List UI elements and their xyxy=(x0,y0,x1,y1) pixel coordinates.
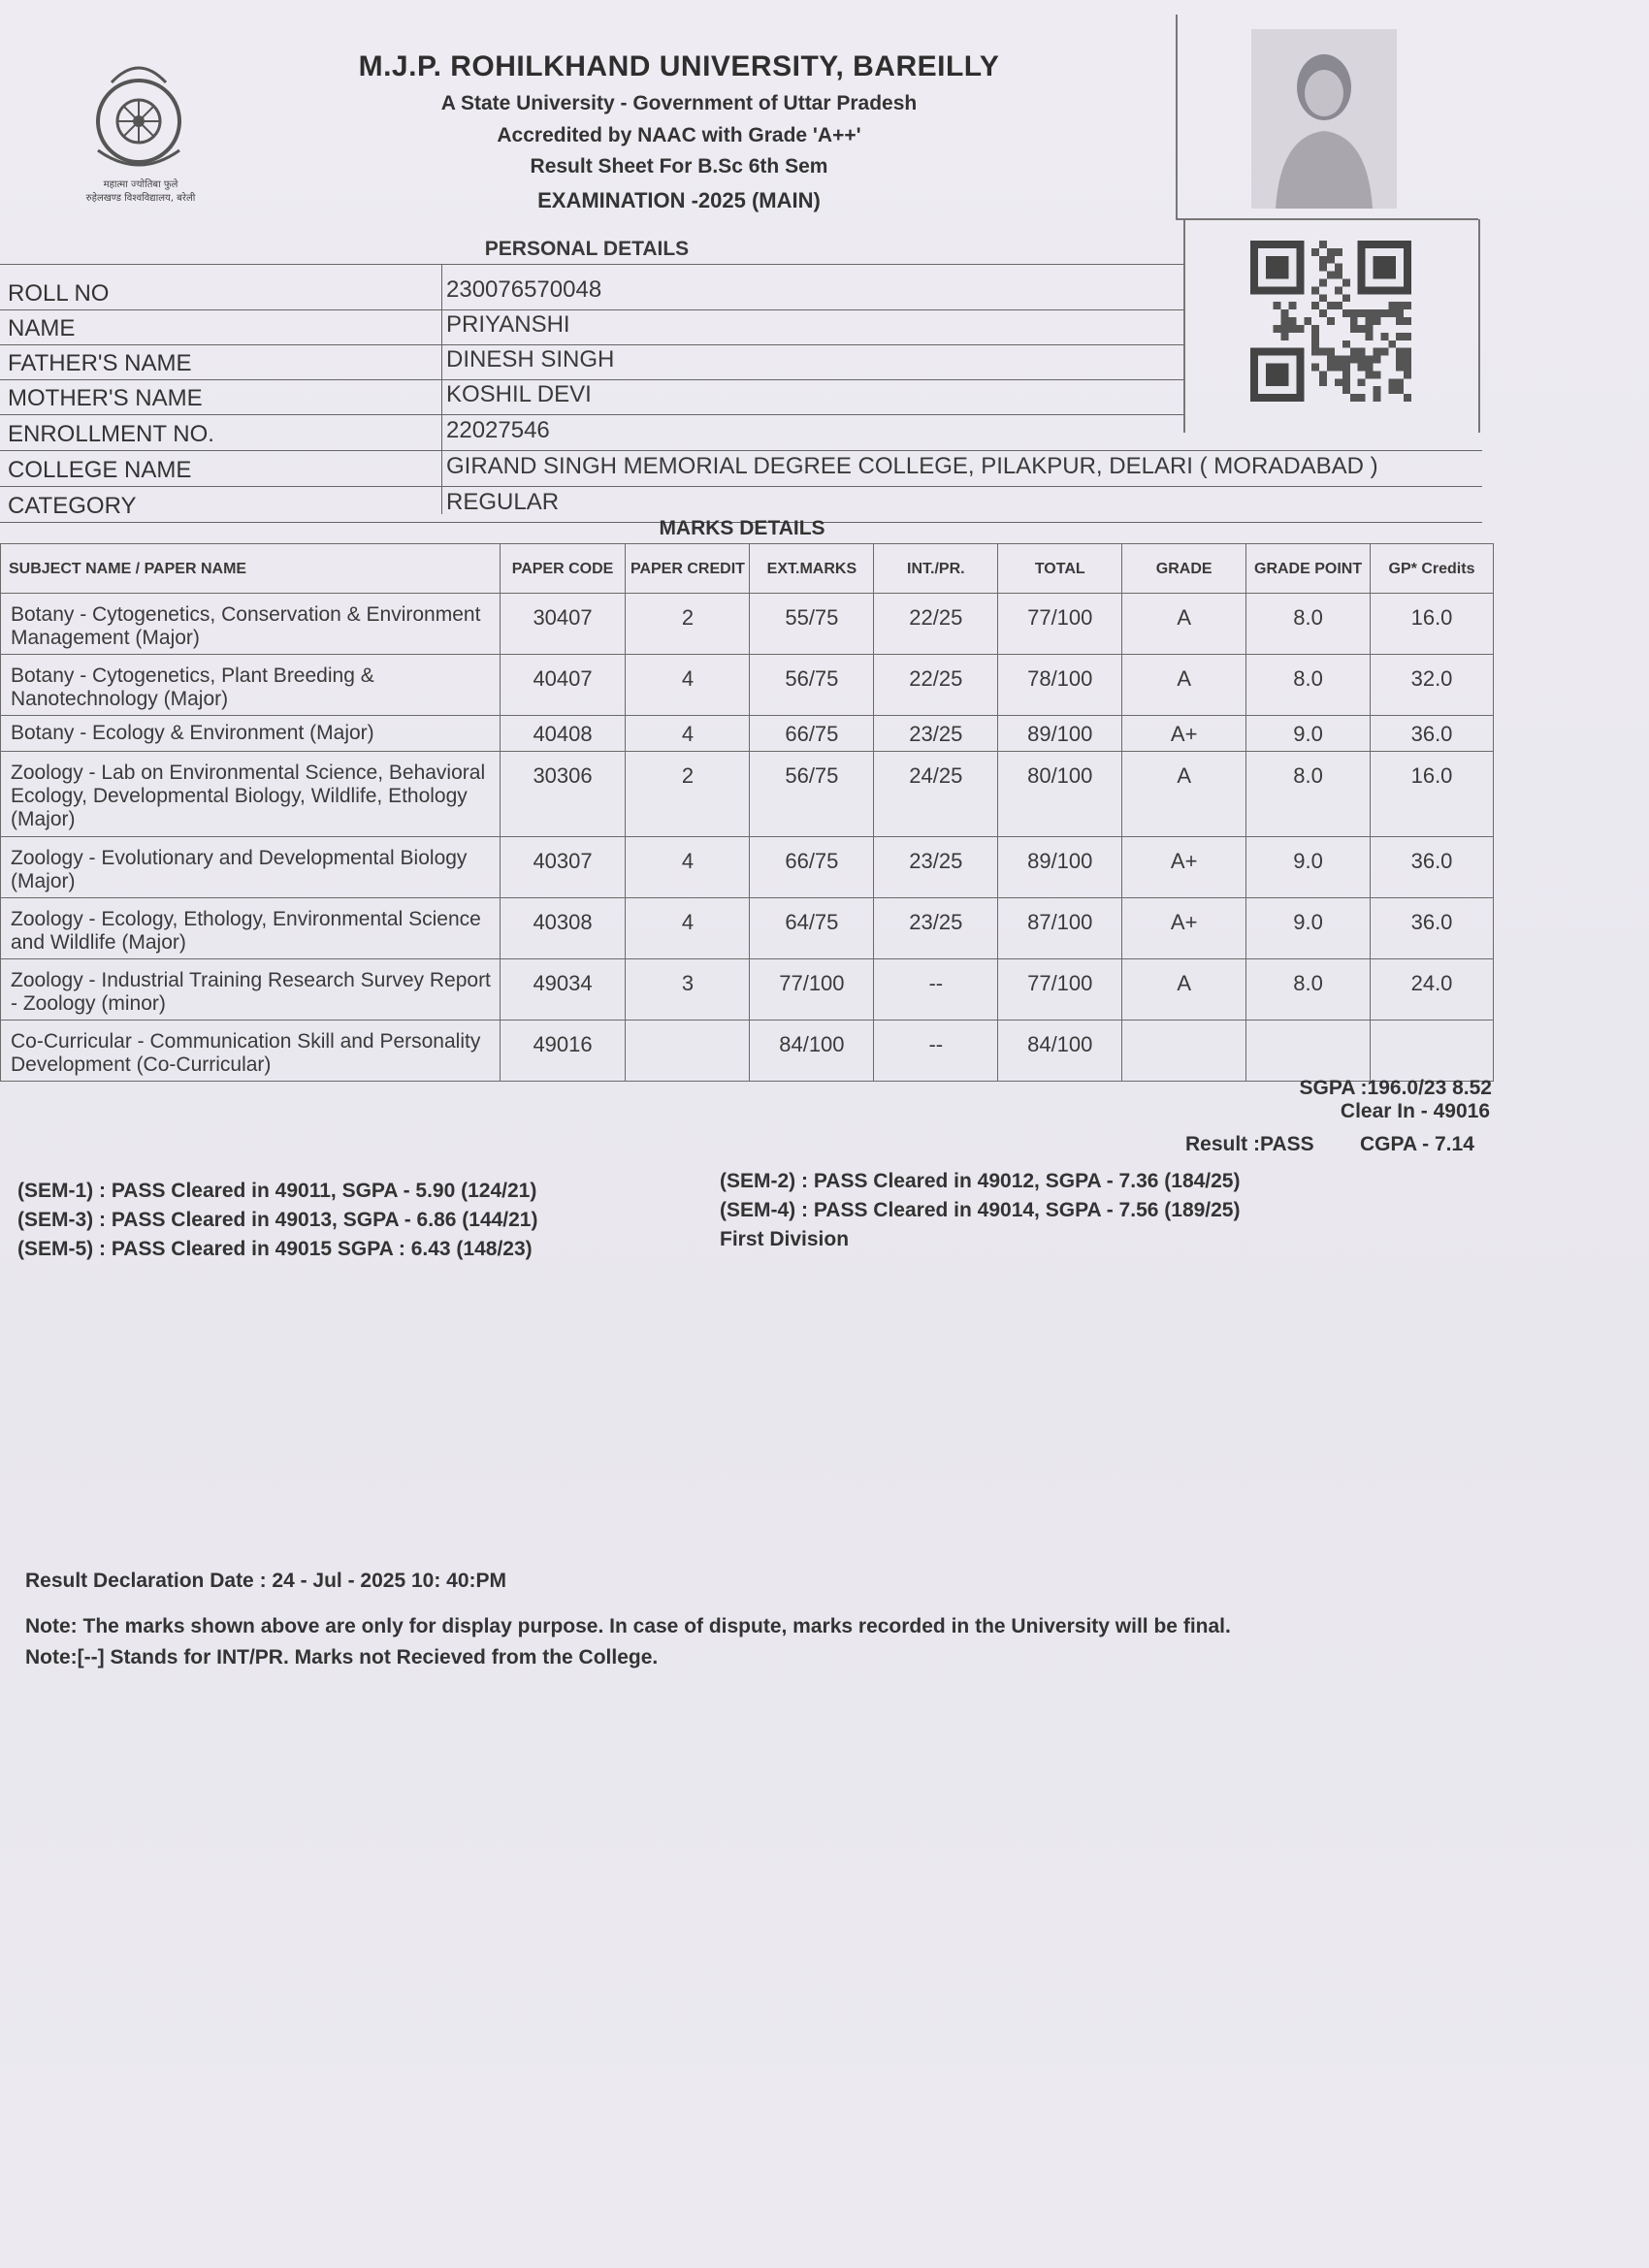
personal-label: COLLEGE NAME xyxy=(8,457,192,483)
marks-details-title: MARKS DETAILS xyxy=(659,517,825,539)
cell-grade: A xyxy=(1122,594,1246,655)
cell-gp: 24.0 xyxy=(1371,959,1494,1021)
cell-point: 9.0 xyxy=(1246,837,1371,898)
logo-text-1: महात्मा ज्योतिबा फुले xyxy=(103,179,178,190)
col-gp-credits: GP* Credits xyxy=(1371,544,1494,594)
cell-int: 22/25 xyxy=(874,594,998,655)
result-status: Result :PASS xyxy=(1185,1133,1314,1155)
cell-gp xyxy=(1371,1021,1494,1082)
cell-gp: 16.0 xyxy=(1371,752,1494,837)
col-subject: SUBJECT NAME / PAPER NAME xyxy=(1,544,501,594)
marks-table xyxy=(0,543,1494,1082)
semester-history-right xyxy=(720,1167,1240,1254)
cell-code: 40408 xyxy=(500,716,626,752)
cell-code: 30306 xyxy=(500,752,626,837)
cell-ext: 56/75 xyxy=(750,655,874,716)
cell-grade: A xyxy=(1122,752,1246,837)
cell-total: 78/100 xyxy=(998,655,1122,716)
university-logo xyxy=(53,53,228,209)
student-photo xyxy=(1251,29,1397,209)
cell-point: 9.0 xyxy=(1246,898,1371,959)
cell-total: 87/100 xyxy=(998,898,1122,959)
sem-3: (SEM-3) : PASS Cleared in 49013, SGPA - 6.86 (144/21) xyxy=(17,1209,538,1231)
sem-1: (SEM-1) : PASS Cleared in 49011, SGPA - 5.90 (124/21) xyxy=(17,1180,537,1202)
sem-2: (SEM-2) : PASS Cleared in 49012, SGPA - 7.36 (184/25) xyxy=(720,1170,1241,1192)
col-grade-point: GRADE POINT xyxy=(1246,544,1371,594)
cell-subject: Botany - Ecology & Environment (Major) xyxy=(1,716,501,752)
personal-row xyxy=(0,451,1482,486)
cell-credit: 4 xyxy=(626,716,750,752)
personal-value: REGULAR xyxy=(446,489,560,515)
personal-value: GIRAND SINGH MEMORIAL DEGREE COLLEGE, PILAKPUR, DELARI ( MORADABAD ) xyxy=(446,453,1378,479)
accreditation: Accredited by NAAC with Grade 'A++' xyxy=(497,124,861,146)
col-paper-code: PAPER CODE xyxy=(500,544,626,594)
personal-details-title: PERSONAL DETAILS xyxy=(484,238,690,260)
col-int-pr: INT./PR. xyxy=(874,544,998,594)
cell-credit: 4 xyxy=(626,837,750,898)
int-pr-note: Note:[--] Stands for INT/PR. Marks not Recieved from the College. xyxy=(25,1646,659,1669)
personal-value: 230076570048 xyxy=(446,276,602,303)
cell-int: 23/25 xyxy=(874,716,998,752)
cell-ext: 84/100 xyxy=(750,1021,874,1082)
cell-grade: A+ xyxy=(1122,837,1246,898)
cell-subject: Zoology - Industrial Training Research Survey Report - Zoology (minor) xyxy=(1,959,501,1021)
cell-subject: Zoology - Ecology, Ethology, Environmental Science and Wildlife (Major) xyxy=(1,898,501,959)
sgpa: SGPA :196.0/23 8.52 xyxy=(1299,1077,1492,1099)
personal-label: CATEGORY xyxy=(8,493,137,519)
cell-gp: 36.0 xyxy=(1371,837,1494,898)
result-declaration-date: Result Declaration Date : 24 - Jul - 2025 10: 40:PM xyxy=(25,1570,507,1592)
cell-code: 40307 xyxy=(500,837,626,898)
personal-label: MOTHER'S NAME xyxy=(8,385,203,411)
result-sheet-title: Result Sheet For B.Sc 6th Sem xyxy=(530,155,828,178)
personal-row xyxy=(0,309,1482,344)
table-row xyxy=(1,1021,1494,1082)
col-grade: GRADE xyxy=(1122,544,1246,594)
cell-code: 49016 xyxy=(500,1021,626,1082)
cell-subject: Botany - Cytogenetics, Plant Breeding & Nanotechnology (Major) xyxy=(1,655,501,716)
cell-subject: Zoology - Lab on Environmental Science, Behavioral Ecology, Developmental Biology, Wildlife, Ethology (Major) xyxy=(1,752,501,837)
cell-total: 77/100 xyxy=(998,959,1122,1021)
cell-gp: 32.0 xyxy=(1371,655,1494,716)
table-row xyxy=(1,655,1494,716)
cell-gp: 36.0 xyxy=(1371,716,1494,752)
cell-ext: 66/75 xyxy=(750,716,874,752)
university-subtitle: A State University - Government of Uttar Pradesh xyxy=(440,92,918,114)
cell-grade xyxy=(1122,1021,1246,1082)
col-paper-credit: PAPER CREDIT xyxy=(626,544,750,594)
sem-5: (SEM-5) : PASS Cleared in 49015 SGPA : 6.43 (148/23) xyxy=(17,1238,533,1260)
cell-code: 49034 xyxy=(500,959,626,1021)
cell-subject: Botany - Cytogenetics, Conservation & Environment Management (Major) xyxy=(1,594,501,655)
personal-row xyxy=(0,275,1482,309)
cell-grade: A xyxy=(1122,959,1246,1021)
cell-grade: A+ xyxy=(1122,716,1246,752)
cell-subject: Zoology - Evolutionary and Developmental Biology (Major) xyxy=(1,837,501,898)
cell-credit: 4 xyxy=(626,655,750,716)
personal-row xyxy=(0,344,1482,379)
cell-int: 23/25 xyxy=(874,837,998,898)
division: First Division xyxy=(720,1228,850,1250)
cell-code: 40407 xyxy=(500,655,626,716)
personal-label: ENROLLMENT NO. xyxy=(8,421,214,447)
university-name: M.J.P. ROHILKHAND UNIVERSITY, BAREILLY xyxy=(358,50,1000,82)
cell-ext: 64/75 xyxy=(750,898,874,959)
personal-value: PRIYANSHI xyxy=(446,311,570,338)
cell-ext: 77/100 xyxy=(750,959,874,1021)
table-row xyxy=(1,716,1494,752)
cell-ext: 56/75 xyxy=(750,752,874,837)
cell-point: 8.0 xyxy=(1246,752,1371,837)
cell-int: 22/25 xyxy=(874,655,998,716)
cell-int: -- xyxy=(874,959,998,1021)
col-ext-marks: EXT.MARKS xyxy=(750,544,874,594)
cell-int: 24/25 xyxy=(874,752,998,837)
col-total: TOTAL xyxy=(998,544,1122,594)
cell-code: 40308 xyxy=(500,898,626,959)
cgpa: CGPA - 7.14 xyxy=(1360,1133,1474,1155)
cell-subject: Co-Curricular - Communication Skill and Personality Development (Co-Curricular) xyxy=(1,1021,501,1082)
cell-grade: A xyxy=(1122,655,1246,716)
sem-4: (SEM-4) : PASS Cleared in 49014, SGPA - 7.56 (189/25) xyxy=(720,1199,1241,1221)
cell-credit: 4 xyxy=(626,898,750,959)
examination-title: EXAMINATION -2025 (MAIN) xyxy=(537,188,821,212)
cell-grade: A+ xyxy=(1122,898,1246,959)
cell-point: 8.0 xyxy=(1246,594,1371,655)
personal-label: NAME xyxy=(8,315,76,341)
cell-credit: 2 xyxy=(626,594,750,655)
personal-label: ROLL NO xyxy=(8,280,110,307)
cell-gp: 16.0 xyxy=(1371,594,1494,655)
table-row xyxy=(1,898,1494,959)
table-row xyxy=(1,594,1494,655)
cell-total: 80/100 xyxy=(998,752,1122,837)
cell-total: 77/100 xyxy=(998,594,1122,655)
cell-gp: 36.0 xyxy=(1371,898,1494,959)
cell-total: 89/100 xyxy=(998,716,1122,752)
clear-in: Clear In - 49016 xyxy=(1340,1100,1490,1122)
cell-int: -- xyxy=(874,1021,998,1082)
table-row xyxy=(1,752,1494,837)
cell-point xyxy=(1246,1021,1371,1082)
cell-point: 8.0 xyxy=(1246,655,1371,716)
cell-total: 84/100 xyxy=(998,1021,1122,1082)
cell-credit: 3 xyxy=(626,959,750,1021)
cell-ext: 55/75 xyxy=(750,594,874,655)
personal-value: KOSHIL DEVI xyxy=(446,381,592,407)
cell-ext: 66/75 xyxy=(750,837,874,898)
disclaimer-note: Note: The marks shown above are only for display purpose. In case of dispute, marks recorded in the University will be final. xyxy=(25,1615,1231,1637)
cell-credit xyxy=(626,1021,750,1082)
cell-point: 8.0 xyxy=(1246,959,1371,1021)
personal-value: 22027546 xyxy=(446,417,550,443)
personal-row xyxy=(0,415,1482,450)
cell-total: 89/100 xyxy=(998,837,1122,898)
logo-text-2: रुहेलखण्ड विश्वविद्यालय, बरेली xyxy=(85,193,196,204)
cell-code: 30407 xyxy=(500,594,626,655)
personal-value: DINESH SINGH xyxy=(446,346,615,373)
semester-history-left xyxy=(17,1177,537,1264)
personal-label: FATHER'S NAME xyxy=(8,350,192,376)
table-row xyxy=(1,837,1494,898)
table-row xyxy=(1,959,1494,1021)
cell-credit: 2 xyxy=(626,752,750,837)
personal-row xyxy=(0,379,1482,414)
cell-point: 9.0 xyxy=(1246,716,1371,752)
cell-int: 23/25 xyxy=(874,898,998,959)
